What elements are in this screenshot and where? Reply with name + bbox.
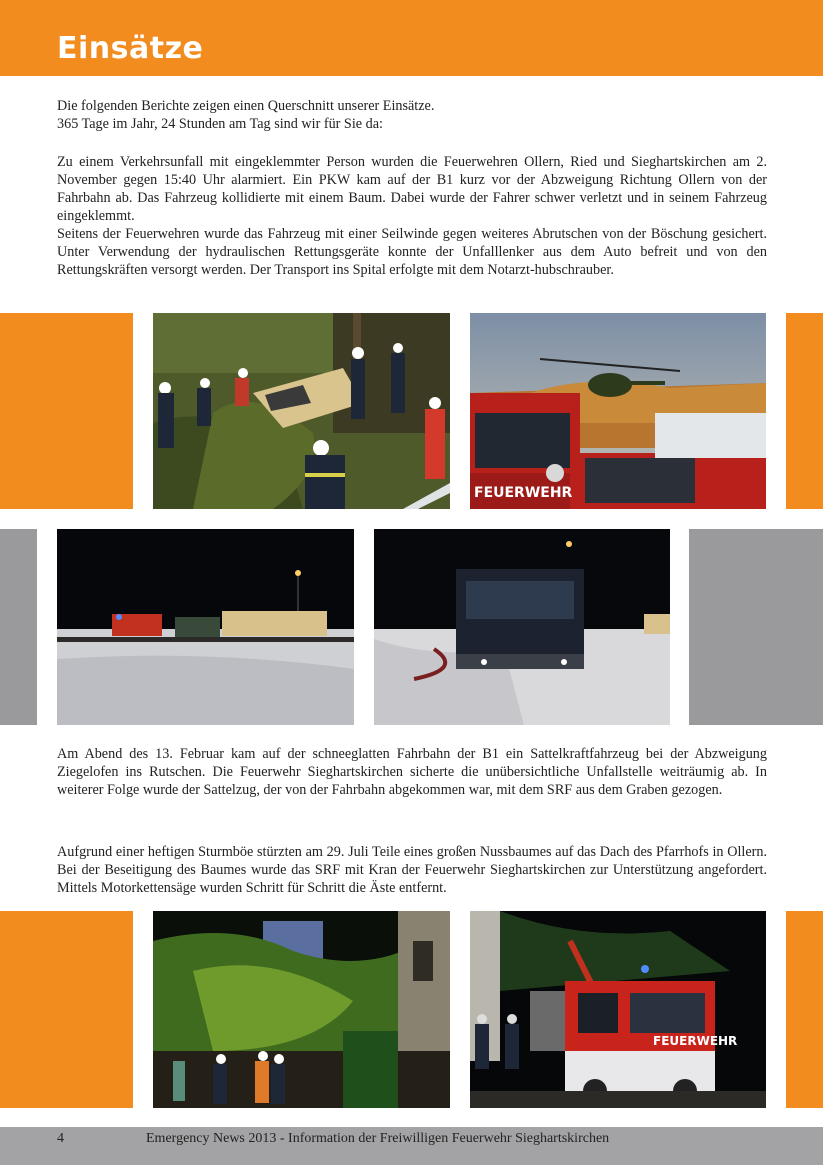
report-accident bbox=[57, 153, 767, 279]
gray-bar-right bbox=[689, 529, 823, 725]
report-paragraph: Seitens der Feuerwehren wurde das Fahrzeug mit einer Seilwinde gegen weiteres Abrutschen von der Böschung gesichert. Unter Verwendung der hydraulischen Rettungsgeräte konnte der Unfalllenker aus dem Auto befreit und von den Rettungskräften versorgt werden. Der Transport ins Spital erfolgte mit dem Notarzt-hubschrauber. bbox=[57, 226, 767, 278]
photo-semi-snow bbox=[374, 529, 670, 725]
report-paragraph: Am Abend des 13. Februar kam auf der schneeglatten Fahrbahn der B1 ein Sattelkraftfahrzeug bei der Abzweigung Ziegelofen ins Rutschen. Die Feuerwehr Sieghartskirchen sicherte die unübersichtliche Unfallstelle weiträumig ab. In weiterer Folge wurde der Sattelzug, der von der Fahrbahn abgekommen war, mit dem SRF aus dem Graben gezogen. bbox=[57, 746, 767, 798]
photo-helicopter bbox=[470, 313, 766, 509]
accent-bar-left bbox=[0, 313, 133, 509]
gray-bar-left bbox=[0, 529, 37, 725]
truck-lettering: FEUERWEHR bbox=[474, 485, 573, 501]
page-number: 4 bbox=[57, 1131, 64, 1146]
accent-bar-right bbox=[786, 911, 823, 1108]
footer-text: Emergency News 2013 - Information der Freiwilligen Feuerwehr Sieghartskirchen bbox=[146, 1131, 610, 1146]
accent-bar-right bbox=[786, 313, 823, 509]
photo-car-accident bbox=[153, 313, 450, 509]
accent-bar-left bbox=[0, 911, 133, 1108]
intro-line-2: 365 Tage im Jahr, 24 Stunden am Tag sind wir für Sie da: bbox=[57, 116, 383, 132]
report-paragraph: Aufgrund einer heftigen Sturmböe stürzten am 29. Juli Teile eines großen Nussbaumes auf das Dach des Pfarrhofs in Ollern. Bei der Beseitigung des Baumes wurde das SRF mit Kran der Feuerwehr Sieghartskirchen zur Unterstützung angefordert. Mittels Motorkettensäge wurden Schritt für Schritt die Äste entfernt. bbox=[57, 844, 767, 896]
intro-line-1: Die folgenden Berichte zeigen einen Querschnitt unserer Einsätze. bbox=[57, 98, 435, 114]
report-semi-truck bbox=[57, 745, 767, 799]
truck-lettering: FEUERWEHR bbox=[653, 1034, 738, 1048]
photo-fallen-tree bbox=[153, 911, 450, 1108]
report-paragraph: Zu einem Verkehrsunfall mit eingeklemmter Person wurden die Feuerwehren Ollern, Ried und Sieghartskirchen am 2. November gegen 15:40 Uhr alarmiert. Ein PKW kam auf der B1 kurz vor der Abzweigung Richtung Ollern von der Fahrbahn ab. Das Fahrzeug kollidierte mit einem Baum. Dabei wurde der Fahrer schwer verletzt und in seinem Fahrzeug eingeklemmt. bbox=[57, 154, 767, 224]
photo-fire-truck-crane bbox=[470, 911, 766, 1108]
photo-truck-night bbox=[57, 529, 354, 725]
report-storm bbox=[57, 843, 767, 897]
page-title: Einsätze bbox=[57, 31, 204, 66]
intro-text bbox=[57, 97, 767, 133]
